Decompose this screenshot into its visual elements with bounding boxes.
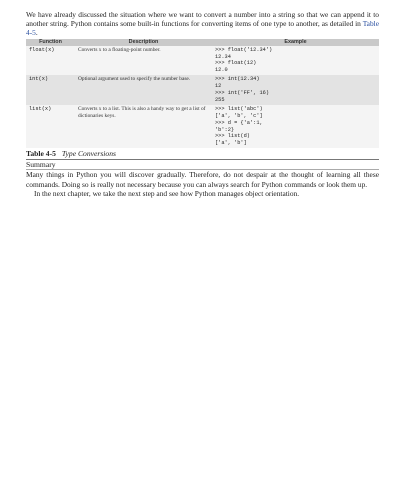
intro-paragraph bbox=[26, 10, 379, 38]
description-cell: Converts x to a floating-point number. bbox=[75, 46, 212, 76]
table-row bbox=[26, 75, 379, 105]
example-cell bbox=[212, 105, 379, 148]
table-row bbox=[26, 105, 379, 148]
page-content bbox=[26, 10, 379, 198]
example-line: >>> float('12.34') bbox=[215, 46, 273, 53]
table-row bbox=[26, 46, 379, 76]
function-cell: float(x) bbox=[26, 46, 75, 76]
description-cell: Optional argument used to specify the number base. bbox=[75, 75, 212, 105]
function-cell: list(x) bbox=[26, 105, 75, 148]
example-line: >>> d = {'a':1, bbox=[215, 119, 263, 126]
caption-label: Table 4-5 bbox=[26, 149, 56, 159]
description-cell: Converts x to a list. This is also a handy way to get a list of dictionaries keys. bbox=[75, 105, 212, 148]
example-line: ['a', 'b'] bbox=[215, 140, 247, 147]
example-cell bbox=[212, 75, 379, 105]
table-caption bbox=[26, 149, 379, 160]
example-cell bbox=[212, 46, 379, 76]
example-line: 12 bbox=[215, 83, 222, 90]
example-line: 'b':2} bbox=[215, 126, 235, 133]
intro-text: We have already discussed the situation where we want to convert a number into a string so that we can append it to another string. Python contains some built-in functions for converting items of one type to another, as detailed in bbox=[26, 10, 379, 29]
type-conversions-table bbox=[26, 39, 379, 149]
example-line: >>> list(d) bbox=[215, 133, 250, 140]
table-link[interactable]: Table 4-5 bbox=[26, 19, 379, 38]
table-header-row bbox=[26, 39, 379, 46]
example-line: 255 bbox=[215, 96, 225, 103]
example-line: >>> list('abc') bbox=[215, 105, 263, 112]
summary-paragraph: Many things in Python you will discover gradually. Therefore, do not despair at the thought of learning all these commands. Doing so is really not necessary because you can always search for Python commands or look them up. bbox=[26, 170, 379, 189]
example-line: >>> int('FF', 16) bbox=[215, 90, 270, 97]
example-line: ['a', 'b', 'c'] bbox=[215, 112, 263, 119]
intro-end: . bbox=[35, 28, 38, 38]
example-line: 12.34 bbox=[215, 53, 231, 60]
header-description: Description bbox=[75, 39, 212, 46]
header-function: Function bbox=[26, 39, 75, 46]
summary-heading: Summary bbox=[26, 160, 379, 170]
example-line: 12.0 bbox=[215, 67, 228, 74]
function-cell: int(x) bbox=[26, 75, 75, 105]
example-line: >>> float(12) bbox=[215, 60, 257, 67]
caption-title: Type Conversions bbox=[61, 149, 116, 159]
header-example: Example bbox=[212, 39, 379, 46]
example-line: >>> int(12.34) bbox=[215, 76, 260, 83]
next-chapter-paragraph: In the next chapter, we take the next step and see how Python manages object orientation. bbox=[34, 188, 300, 198]
